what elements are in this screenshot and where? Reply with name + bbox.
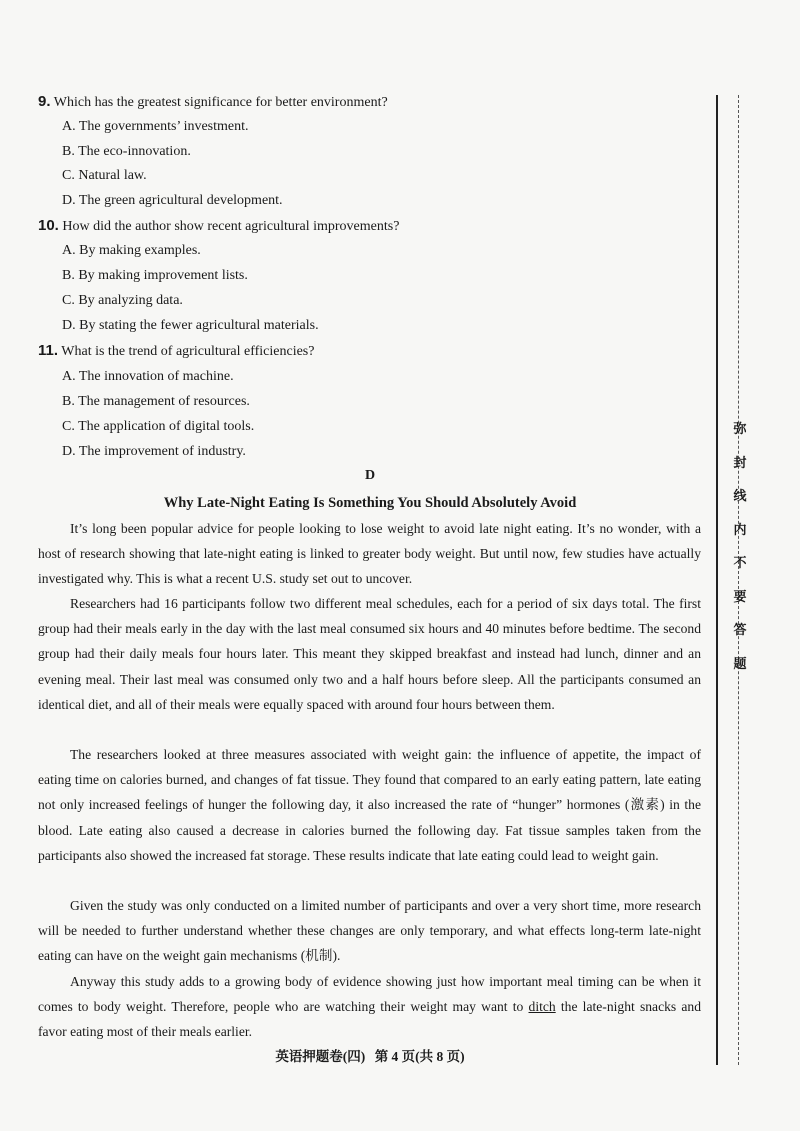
option: A. By making examples. (62, 243, 201, 258)
passage-paragraph: It’s long been popular advice for people looking to lose weight to avoid late night eating. It’s no wonder, with a host of research showing that late-night eating is linked to greater body weight. But until now, few studies have actually investigated why. This is what a recent U.S. study set out to uncover. (38, 521, 701, 587)
binding-margin-text (728, 413, 752, 681)
question-9 (38, 93, 388, 112)
page-number: 第 4 页(共 8 页) (374, 1049, 465, 1064)
option: C. Natural law. (62, 168, 147, 183)
question-text: What is the trend of agricultural efficiencies? (61, 344, 315, 359)
paragraph-text: the late-night snacks and favor eating most of their meals earlier. (38, 999, 701, 1040)
question-11 (38, 342, 314, 361)
option: D. The green agricultural development. (62, 193, 283, 208)
question-number: 11. (38, 342, 59, 359)
seal-char: 题 (733, 656, 747, 672)
binding-line (716, 95, 718, 1065)
seal-char: 要 (733, 589, 747, 605)
option: B. The eco-innovation. (62, 144, 191, 159)
option: A. The innovation of machine. (62, 369, 234, 384)
seal-char: 封 (733, 455, 747, 471)
passage-paragraph: The researchers looked at three measures associated with weight gain: the influence of appetite, the impact of eating time on calories burned, and changes of fat tissue. They found that compared to an early eating pattern, late eating not only increased feelings of hunger the following day, it also increased the rate of “hunger” hormones (激素) in the blood. Late eating also caused a decrease in calories burned the following day. Fat tissue samples taken from the participants also showed the increased fat storage. These results indicate that late eating could lead to weight gain. (38, 747, 701, 863)
option: D. By stating the fewer agricultural materials. (62, 318, 319, 333)
question-text: How did the author show recent agricultural improvements? (62, 219, 400, 234)
option: A. The governments’ investment. (62, 119, 249, 134)
seal-char: 线 (733, 489, 747, 504)
passage-paragraph-last (38, 969, 701, 1045)
seal-char: 内 (733, 522, 747, 538)
question-number: 9. (38, 93, 51, 110)
question-text: Which has the greatest significance for better environment? (53, 95, 388, 110)
page-footer (0, 1045, 740, 1065)
option: D. The improvement of industry. (62, 444, 246, 459)
seal-char: 弥 (733, 422, 747, 437)
option: B. By making improvement lists. (62, 268, 248, 283)
seal-char: 不 (733, 556, 747, 571)
passage-paragraph: Researchers had 16 participants follow two different meal schedules, each for a period of six days total. The first group had their meals early in the day with the last meal consumed six hours and 40 minutes before bedtime. The second group had their daily meals four hours later. This meant they skipped breakfast and instead had lunch, dinner and an evening meal. Their last meal was consumed only two and a half hours before sleep. All the participants consumed an identical diet, and all of their meals were equally spaced with around four hours between them. (38, 596, 701, 712)
option: C. The application of digital tools. (62, 419, 255, 434)
section-letter: D (364, 468, 376, 483)
paragraph-text: Anyway this study adds to a growing body of evidence showing just how important meal timing can be when it comes to body weight. Therefore, people who are watching their weight may want to (38, 974, 701, 1015)
passage-title: Why Late-Night Eating Is Something You Should Absolutely Avoid (163, 495, 577, 511)
seal-char: 答 (733, 623, 747, 638)
option: B. The management of resources. (62, 394, 250, 409)
passage-paragraph: Given the study was only conducted on a limited number of participants and over a very short time, more research will be needed to further understand whether these changes are only temporary, and what effects long-term late-night eating can have on the weight gain mechanisms (机制). (38, 898, 701, 964)
underlined-word: ditch (528, 999, 556, 1015)
question-10 (38, 217, 399, 236)
question-number: 10. (38, 217, 59, 234)
option: C. By analyzing data. (62, 293, 183, 308)
paper-name: 英语押题卷(四) (275, 1049, 366, 1064)
